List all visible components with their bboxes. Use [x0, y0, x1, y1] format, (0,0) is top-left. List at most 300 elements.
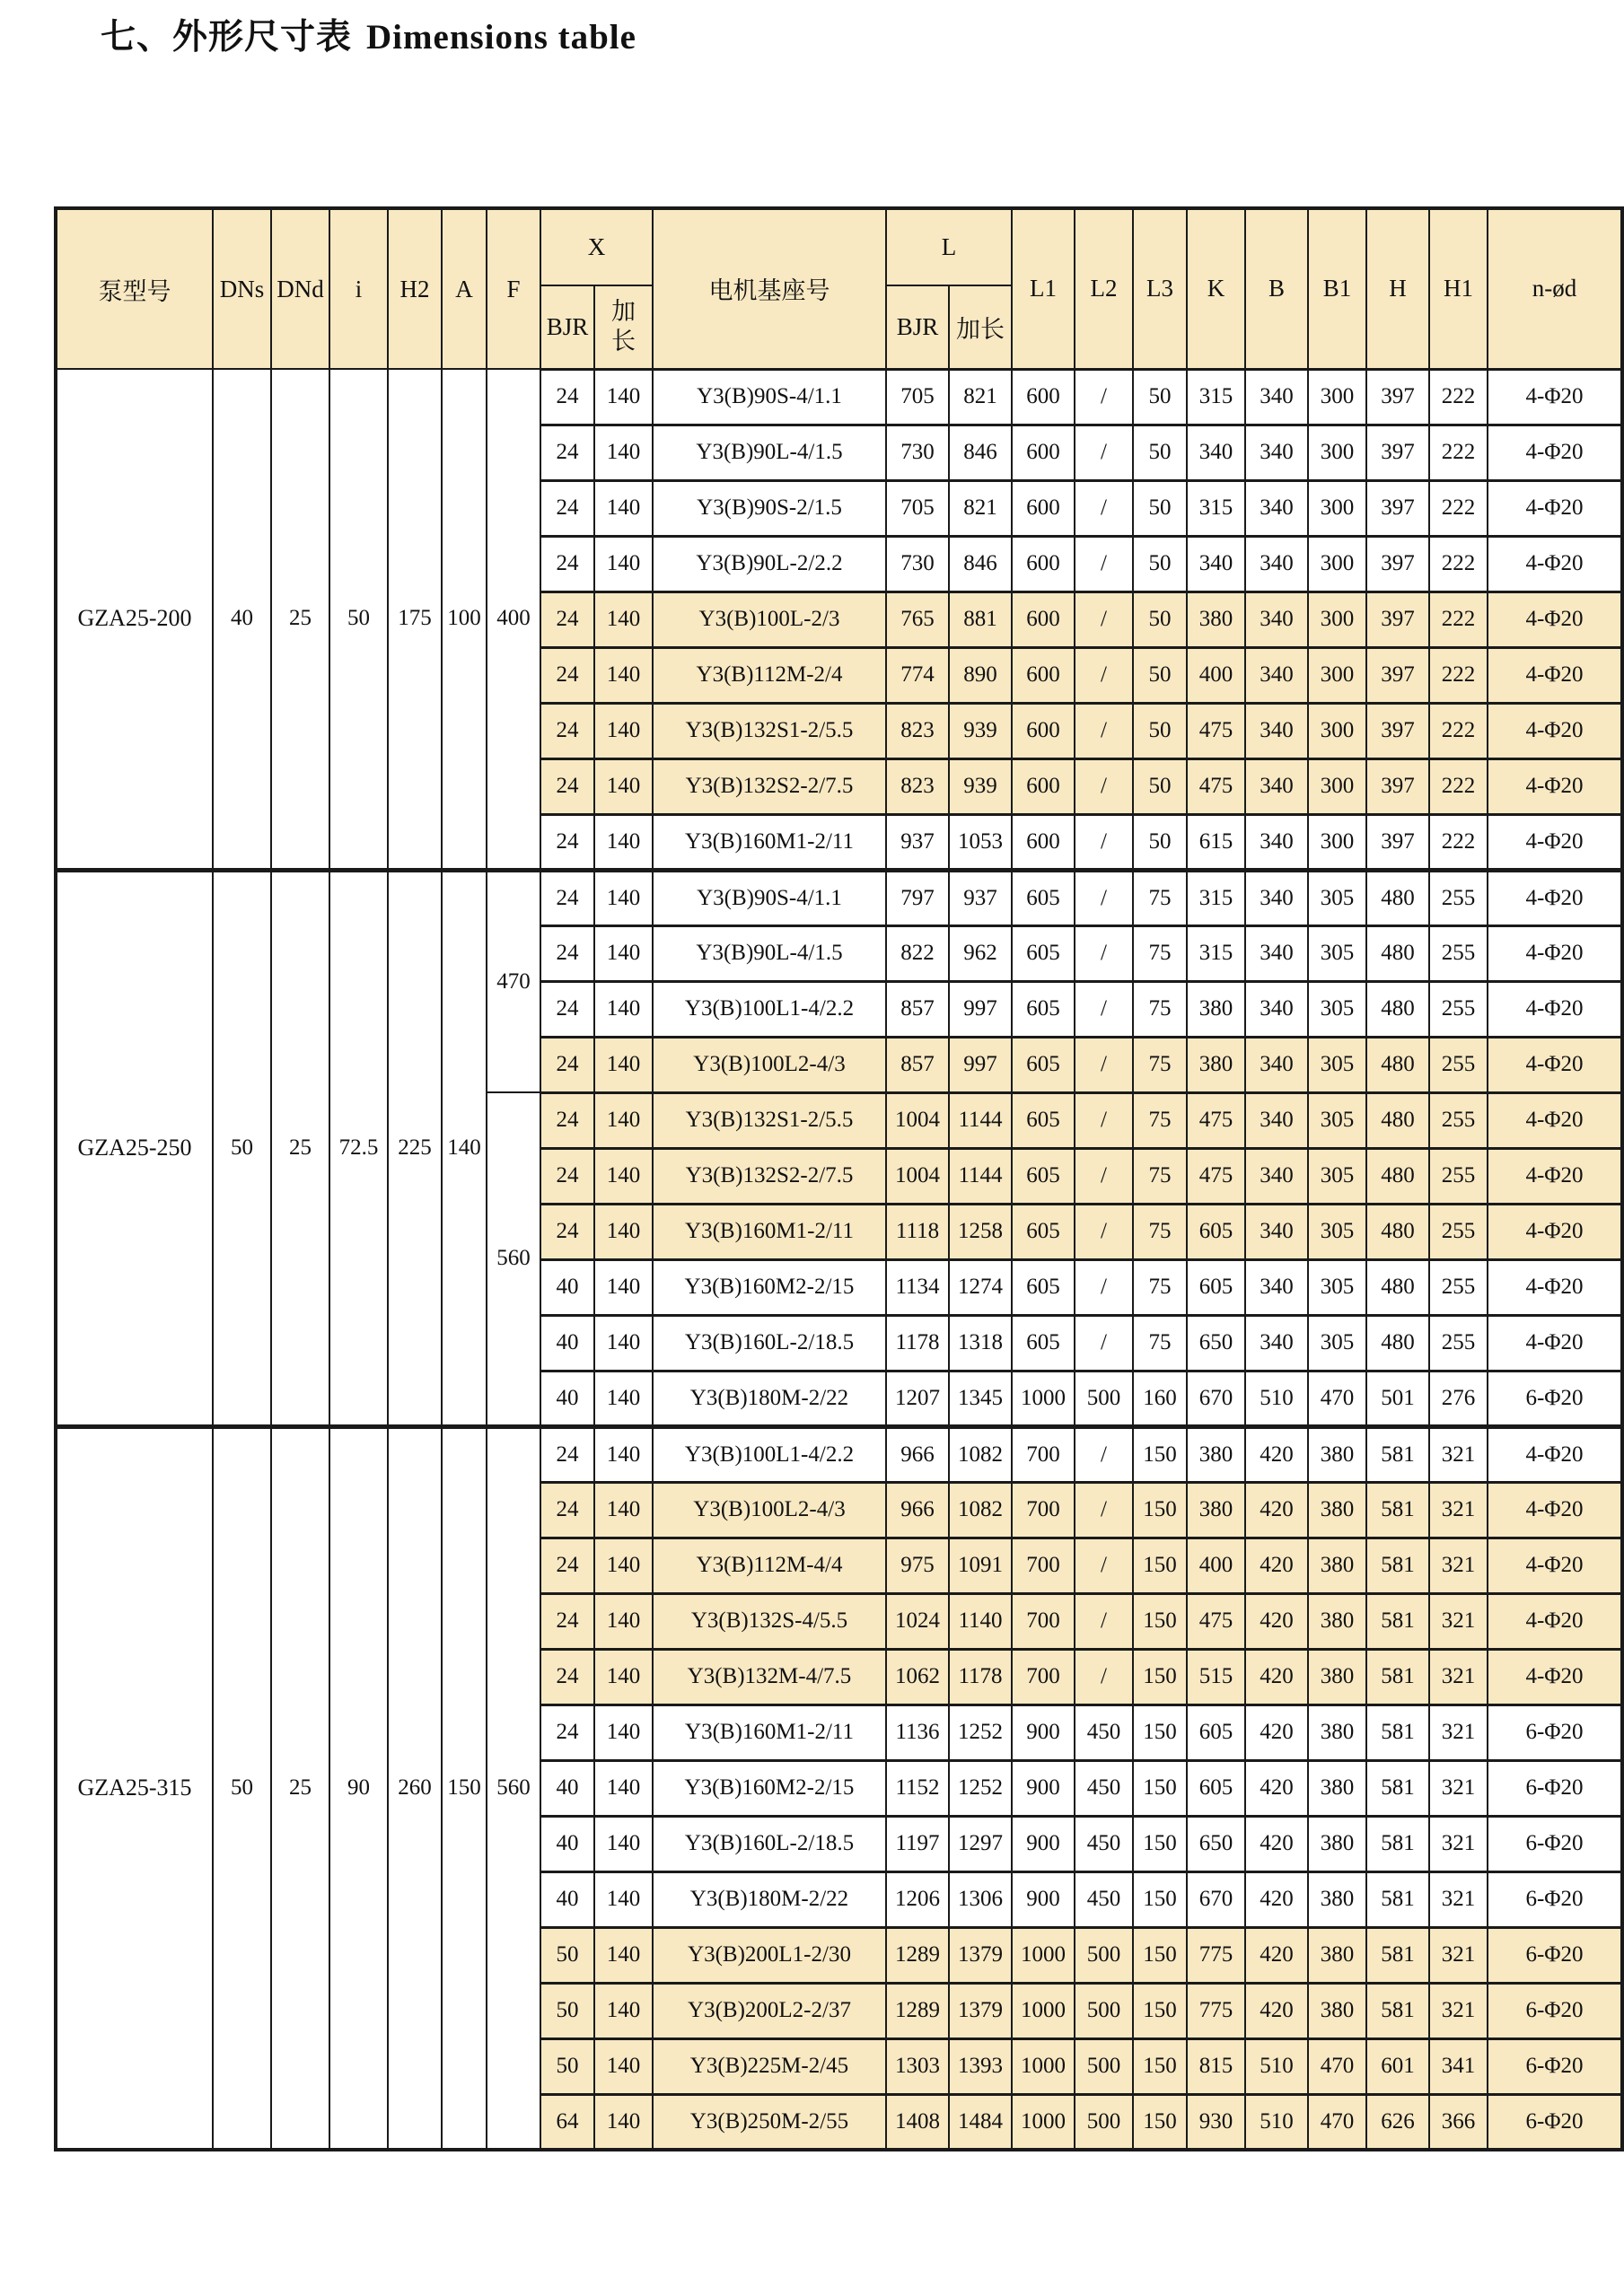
cell-motor-base: Y3(B)132S2-2/7.5 [653, 1148, 886, 1204]
cell-h1: 255 [1429, 1148, 1488, 1204]
cell-f: 400 [487, 369, 540, 870]
cell-x-ext: 140 [594, 1871, 653, 1927]
cell-l3: 150 [1133, 2094, 1187, 2150]
cell-b: 420 [1245, 1760, 1308, 1816]
cell-l3: 75 [1133, 981, 1187, 1037]
table-header [56, 208, 1622, 369]
cell-b: 420 [1245, 1426, 1308, 1482]
header-h2: H2 [388, 208, 442, 369]
cell-x-ext: 140 [594, 1482, 653, 1538]
cell-l1: 1000 [1012, 2094, 1075, 2150]
cell-l-ext: 1082 [949, 1482, 1012, 1538]
cell-h: 581 [1366, 1760, 1429, 1816]
cell-k: 605 [1187, 1204, 1245, 1259]
cell-l-ext: 1252 [949, 1760, 1012, 1816]
cell-l2: 450 [1075, 1871, 1133, 1927]
cell-x-ext: 140 [594, 480, 653, 536]
cell-h: 581 [1366, 1426, 1429, 1482]
cell-l1: 1000 [1012, 1371, 1075, 1426]
cell-l2: / [1075, 1538, 1133, 1593]
cell-b: 420 [1245, 1983, 1308, 2038]
cell-h1: 341 [1429, 2038, 1488, 2094]
header-k: K [1187, 208, 1245, 369]
cell-k: 340 [1187, 425, 1245, 480]
cell-h: 480 [1366, 1148, 1429, 1204]
cell-n-phi-d: 4-Φ20 [1488, 1092, 1622, 1148]
cell-b1: 305 [1308, 1092, 1366, 1148]
cell-l1: 900 [1012, 1704, 1075, 1760]
cell-x-bjr: 24 [540, 925, 594, 981]
cell-l3: 75 [1133, 1315, 1187, 1371]
cell-l-ext: 939 [949, 758, 1012, 814]
cell-motor-base: Y3(B)160L-2/18.5 [653, 1816, 886, 1871]
cell-h1: 321 [1429, 1649, 1488, 1704]
cell-h: 480 [1366, 870, 1429, 925]
cell-x-bjr: 24 [540, 1092, 594, 1148]
cell-k: 650 [1187, 1315, 1245, 1371]
page-title-zh: 七、外形尺寸表 [101, 18, 353, 57]
cell-n-phi-d: 4-Φ20 [1488, 1538, 1622, 1593]
cell-l1: 605 [1012, 1204, 1075, 1259]
cell-l1: 605 [1012, 981, 1075, 1037]
cell-l3: 150 [1133, 1816, 1187, 1871]
table-row [56, 369, 1622, 425]
cell-h: 601 [1366, 2038, 1429, 2094]
cell-n-phi-d: 4-Φ20 [1488, 703, 1622, 758]
cell-x-bjr: 24 [540, 1538, 594, 1593]
cell-b: 340 [1245, 814, 1308, 870]
cell-k: 475 [1187, 1148, 1245, 1204]
cell-x-ext: 140 [594, 1371, 653, 1426]
cell-l-bjr: 1178 [886, 1315, 949, 1371]
cell-l1: 600 [1012, 369, 1075, 425]
cell-x-ext: 140 [594, 592, 653, 647]
cell-k: 380 [1187, 1482, 1245, 1538]
cell-l1: 700 [1012, 1593, 1075, 1649]
cell-l1: 605 [1012, 925, 1075, 981]
cell-l-bjr: 1289 [886, 1927, 949, 1983]
cell-a: 140 [442, 870, 487, 1426]
cell-l-bjr: 705 [886, 480, 949, 536]
cell-x-bjr: 40 [540, 1315, 594, 1371]
cell-n-phi-d: 4-Φ20 [1488, 1482, 1622, 1538]
cell-motor-base: Y3(B)90L-4/1.5 [653, 925, 886, 981]
cell-x-ext: 140 [594, 536, 653, 592]
cell-h2: 260 [388, 1426, 442, 2150]
cell-motor-base: Y3(B)100L2-4/3 [653, 1037, 886, 1092]
cell-x-bjr: 24 [540, 814, 594, 870]
cell-l-bjr: 1207 [886, 1371, 949, 1426]
cell-x-ext: 140 [594, 369, 653, 425]
cell-x-ext: 140 [594, 925, 653, 981]
cell-l-bjr: 730 [886, 425, 949, 480]
cell-l-bjr: 857 [886, 981, 949, 1037]
cell-x-bjr: 24 [540, 1037, 594, 1092]
cell-l1: 605 [1012, 1092, 1075, 1148]
cell-b1: 380 [1308, 1760, 1366, 1816]
cell-l-ext: 1318 [949, 1315, 1012, 1371]
cell-h1: 321 [1429, 1426, 1488, 1482]
cell-h: 397 [1366, 536, 1429, 592]
cell-l2: / [1075, 1092, 1133, 1148]
cell-l3: 150 [1133, 1538, 1187, 1593]
cell-n-phi-d: 4-Φ20 [1488, 1649, 1622, 1704]
cell-l2: 450 [1075, 1816, 1133, 1871]
cell-h: 626 [1366, 2094, 1429, 2150]
cell-l-ext: 1082 [949, 1426, 1012, 1482]
header-b1: B1 [1308, 208, 1366, 369]
cell-b: 340 [1245, 703, 1308, 758]
cell-n-phi-d: 6-Φ20 [1488, 1760, 1622, 1816]
cell-dnd: 25 [271, 369, 329, 870]
cell-l-bjr: 730 [886, 536, 949, 592]
cell-x-bjr: 24 [540, 758, 594, 814]
cell-motor-base: Y3(B)180M-2/22 [653, 1871, 886, 1927]
cell-h1: 222 [1429, 758, 1488, 814]
cell-x-bjr: 24 [540, 1426, 594, 1482]
cell-b: 420 [1245, 1704, 1308, 1760]
cell-motor-base: Y3(B)132S-4/5.5 [653, 1593, 886, 1649]
cell-h: 480 [1366, 981, 1429, 1037]
cell-b1: 380 [1308, 1704, 1366, 1760]
cell-motor-base: Y3(B)180M-2/22 [653, 1371, 886, 1426]
cell-l2: / [1075, 369, 1133, 425]
cell-motor-base: Y3(B)90L-4/1.5 [653, 425, 886, 480]
cell-a: 150 [442, 1426, 487, 2150]
cell-l3: 150 [1133, 1927, 1187, 1983]
cell-l2: / [1075, 1482, 1133, 1538]
cell-b1: 300 [1308, 369, 1366, 425]
header-n-phi-d: n-ød [1488, 208, 1622, 369]
cell-l3: 50 [1133, 647, 1187, 703]
cell-b: 340 [1245, 981, 1308, 1037]
cell-x-ext: 140 [594, 425, 653, 480]
cell-h: 581 [1366, 1871, 1429, 1927]
cell-l-bjr: 975 [886, 1538, 949, 1593]
cell-h: 581 [1366, 1649, 1429, 1704]
cell-b1: 380 [1308, 1871, 1366, 1927]
cell-l3: 150 [1133, 1704, 1187, 1760]
cell-motor-base: Y3(B)132S1-2/5.5 [653, 703, 886, 758]
cell-h1: 255 [1429, 1259, 1488, 1315]
cell-b: 340 [1245, 1315, 1308, 1371]
cell-l-ext: 890 [949, 647, 1012, 703]
cell-l2: / [1075, 870, 1133, 925]
cell-l3: 160 [1133, 1371, 1187, 1426]
cell-l2: / [1075, 758, 1133, 814]
cell-b: 340 [1245, 369, 1308, 425]
cell-l1: 900 [1012, 1816, 1075, 1871]
cell-l1: 700 [1012, 1538, 1075, 1593]
cell-k: 475 [1187, 1593, 1245, 1649]
cell-l1: 700 [1012, 1649, 1075, 1704]
cell-motor-base: Y3(B)160M2-2/15 [653, 1760, 886, 1816]
cell-l3: 150 [1133, 1649, 1187, 1704]
cell-h1: 222 [1429, 703, 1488, 758]
cell-x-ext: 140 [594, 1927, 653, 1983]
cell-l2: / [1075, 480, 1133, 536]
cell-l-bjr: 822 [886, 925, 949, 981]
cell-l-ext: 1345 [949, 1371, 1012, 1426]
cell-l-bjr: 966 [886, 1482, 949, 1538]
cell-l1: 700 [1012, 1482, 1075, 1538]
cell-x-bjr: 50 [540, 1983, 594, 2038]
cell-l3: 75 [1133, 1204, 1187, 1259]
cell-x-ext: 140 [594, 981, 653, 1037]
cell-k: 650 [1187, 1816, 1245, 1871]
cell-l3: 150 [1133, 1871, 1187, 1927]
cell-l-ext: 1306 [949, 1871, 1012, 1927]
cell-dns: 50 [213, 1426, 271, 2150]
cell-motor-base: Y3(B)160L-2/18.5 [653, 1315, 886, 1371]
cell-f: 560 [487, 1092, 540, 1426]
cell-l-ext: 1379 [949, 1983, 1012, 2038]
cell-h: 480 [1366, 1259, 1429, 1315]
cell-l-bjr: 774 [886, 647, 949, 703]
cell-k: 340 [1187, 536, 1245, 592]
cell-h1: 222 [1429, 480, 1488, 536]
cell-b1: 380 [1308, 1983, 1366, 2038]
cell-k: 605 [1187, 1704, 1245, 1760]
table-row [56, 870, 1622, 925]
cell-b1: 380 [1308, 1816, 1366, 1871]
cell-l2: / [1075, 536, 1133, 592]
cell-l-ext: 1178 [949, 1649, 1012, 1704]
cell-h: 480 [1366, 1092, 1429, 1148]
cell-k: 380 [1187, 1037, 1245, 1092]
cell-x-bjr: 40 [540, 1371, 594, 1426]
cell-x-ext: 140 [594, 814, 653, 870]
header-pump-model: 泵型号 [56, 208, 213, 369]
header-x-ext-label: 加长 [610, 297, 636, 355]
cell-l3: 75 [1133, 870, 1187, 925]
cell-l2: / [1075, 425, 1133, 480]
cell-h: 397 [1366, 369, 1429, 425]
cell-l3: 75 [1133, 1092, 1187, 1148]
cell-n-phi-d: 4-Φ20 [1488, 536, 1622, 592]
cell-b: 340 [1245, 1092, 1308, 1148]
cell-h: 397 [1366, 814, 1429, 870]
cell-l2: / [1075, 814, 1133, 870]
cell-h: 581 [1366, 1927, 1429, 1983]
cell-l-ext: 1379 [949, 1927, 1012, 1983]
cell-x-bjr: 24 [540, 1649, 594, 1704]
cell-h1: 321 [1429, 1704, 1488, 1760]
cell-motor-base: Y3(B)250M-2/55 [653, 2094, 886, 2150]
cell-n-phi-d: 4-Φ20 [1488, 592, 1622, 647]
cell-k: 400 [1187, 647, 1245, 703]
cell-l1: 900 [1012, 1760, 1075, 1816]
cell-h1: 321 [1429, 1760, 1488, 1816]
cell-l-bjr: 1408 [886, 2094, 949, 2150]
cell-motor-base: Y3(B)90S-2/1.5 [653, 480, 886, 536]
header-b: B [1245, 208, 1308, 369]
cell-l-bjr: 765 [886, 592, 949, 647]
cell-b1: 380 [1308, 1927, 1366, 1983]
header-l-bjr: BJR [886, 285, 949, 369]
cell-h: 581 [1366, 1482, 1429, 1538]
cell-h1: 222 [1429, 592, 1488, 647]
cell-l-ext: 846 [949, 425, 1012, 480]
cell-l-bjr: 705 [886, 369, 949, 425]
cell-n-phi-d: 4-Φ20 [1488, 480, 1622, 536]
cell-h1: 366 [1429, 2094, 1488, 2150]
cell-l1: 600 [1012, 425, 1075, 480]
header-x-bjr: BJR [540, 285, 594, 369]
cell-b1: 300 [1308, 480, 1366, 536]
cell-b1: 470 [1308, 1371, 1366, 1426]
table-row [56, 1426, 1622, 1482]
cell-b1: 305 [1308, 870, 1366, 925]
cell-l3: 150 [1133, 2038, 1187, 2094]
cell-n-phi-d: 6-Φ20 [1488, 2094, 1622, 2150]
cell-l-ext: 1140 [949, 1593, 1012, 1649]
cell-l2: / [1075, 981, 1133, 1037]
cell-x-bjr: 50 [540, 2038, 594, 2094]
cell-x-bjr: 24 [540, 425, 594, 480]
cell-n-phi-d: 4-Φ20 [1488, 1315, 1622, 1371]
cell-h: 397 [1366, 647, 1429, 703]
cell-x-bjr: 40 [540, 1816, 594, 1871]
cell-x-ext: 140 [594, 647, 653, 703]
cell-n-phi-d: 6-Φ20 [1488, 1871, 1622, 1927]
cell-n-phi-d: 4-Φ20 [1488, 1204, 1622, 1259]
cell-l3: 75 [1133, 1037, 1187, 1092]
cell-h2: 175 [388, 369, 442, 870]
cell-b1: 300 [1308, 814, 1366, 870]
cell-b1: 305 [1308, 1037, 1366, 1092]
cell-l2: / [1075, 1037, 1133, 1092]
cell-b: 340 [1245, 1037, 1308, 1092]
cell-b1: 300 [1308, 425, 1366, 480]
cell-b: 340 [1245, 425, 1308, 480]
cell-l-bjr: 823 [886, 703, 949, 758]
cell-l-bjr: 1206 [886, 1871, 949, 1927]
cell-motor-base: Y3(B)90S-4/1.1 [653, 369, 886, 425]
cell-n-phi-d: 6-Φ20 [1488, 2038, 1622, 2094]
cell-b1: 380 [1308, 1482, 1366, 1538]
cell-x-ext: 140 [594, 2038, 653, 2094]
cell-l-ext: 1053 [949, 814, 1012, 870]
cell-x-bjr: 24 [540, 1593, 594, 1649]
cell-l-ext: 997 [949, 981, 1012, 1037]
cell-x-ext: 140 [594, 2094, 653, 2150]
header-l3: L3 [1133, 208, 1187, 369]
cell-b1: 300 [1308, 536, 1366, 592]
cell-x-bjr: 24 [540, 480, 594, 536]
cell-l2: 450 [1075, 1704, 1133, 1760]
cell-x-bjr: 24 [540, 1704, 594, 1760]
header-dnd: DNd [271, 208, 329, 369]
cell-x-bjr: 24 [540, 647, 594, 703]
cell-b1: 300 [1308, 647, 1366, 703]
cell-n-phi-d: 4-Φ20 [1488, 647, 1622, 703]
cell-x-ext: 140 [594, 1983, 653, 2038]
cell-b: 420 [1245, 1538, 1308, 1593]
cell-l-ext: 1144 [949, 1148, 1012, 1204]
header-l-ext: 加长 [949, 285, 1012, 369]
cell-l3: 50 [1133, 536, 1187, 592]
cell-b: 340 [1245, 536, 1308, 592]
cell-motor-base: Y3(B)160M1-2/11 [653, 1204, 886, 1259]
cell-b: 420 [1245, 1816, 1308, 1871]
cell-motor-base: Y3(B)90S-4/1.1 [653, 870, 886, 925]
cell-l1: 1000 [1012, 1927, 1075, 1983]
cell-l-bjr: 1062 [886, 1649, 949, 1704]
cell-b: 340 [1245, 1259, 1308, 1315]
cell-h1: 321 [1429, 1816, 1488, 1871]
cell-b1: 380 [1308, 1538, 1366, 1593]
cell-l2: / [1075, 703, 1133, 758]
cell-n-phi-d: 4-Φ20 [1488, 870, 1622, 925]
cell-b1: 305 [1308, 1204, 1366, 1259]
cell-n-phi-d: 4-Φ20 [1488, 1037, 1622, 1092]
cell-k: 400 [1187, 1538, 1245, 1593]
cell-k: 315 [1187, 870, 1245, 925]
cell-l-bjr: 797 [886, 870, 949, 925]
cell-l-ext: 1258 [949, 1204, 1012, 1259]
cell-l3: 75 [1133, 1148, 1187, 1204]
cell-motor-base: Y3(B)160M2-2/15 [653, 1259, 886, 1315]
cell-motor-base: Y3(B)200L2-2/37 [653, 1983, 886, 2038]
cell-l-bjr: 1152 [886, 1760, 949, 1816]
cell-b: 340 [1245, 480, 1308, 536]
cell-l1: 600 [1012, 592, 1075, 647]
cell-b: 510 [1245, 1371, 1308, 1426]
cell-l2: / [1075, 1315, 1133, 1371]
cell-k: 670 [1187, 1371, 1245, 1426]
cell-l2: / [1075, 1593, 1133, 1649]
cell-x-ext: 140 [594, 1092, 653, 1148]
header-dns: DNs [213, 208, 271, 369]
cell-b1: 380 [1308, 1593, 1366, 1649]
cell-b: 340 [1245, 592, 1308, 647]
cell-l1: 600 [1012, 703, 1075, 758]
cell-h: 581 [1366, 1704, 1429, 1760]
cell-l1: 1000 [1012, 1983, 1075, 2038]
cell-l3: 50 [1133, 814, 1187, 870]
cell-k: 775 [1187, 1927, 1245, 1983]
cell-h: 397 [1366, 480, 1429, 536]
cell-f: 560 [487, 1426, 540, 2150]
cell-x-ext: 140 [594, 1148, 653, 1204]
cell-l-ext: 881 [949, 592, 1012, 647]
cell-k: 605 [1187, 1259, 1245, 1315]
cell-l3: 50 [1133, 592, 1187, 647]
cell-n-phi-d: 4-Φ20 [1488, 925, 1622, 981]
header-h1: H1 [1429, 208, 1488, 369]
cell-l-bjr: 966 [886, 1426, 949, 1482]
cell-l-ext: 1274 [949, 1259, 1012, 1315]
cell-b: 340 [1245, 925, 1308, 981]
cell-l1: 600 [1012, 480, 1075, 536]
cell-l-ext: 846 [949, 536, 1012, 592]
cell-l2: / [1075, 1204, 1133, 1259]
cell-n-phi-d: 4-Φ20 [1488, 814, 1622, 870]
cell-h1: 255 [1429, 1204, 1488, 1259]
cell-k: 615 [1187, 814, 1245, 870]
cell-l-bjr: 1134 [886, 1259, 949, 1315]
cell-k: 380 [1187, 592, 1245, 647]
cell-l3: 50 [1133, 758, 1187, 814]
cell-l-ext: 1393 [949, 2038, 1012, 2094]
cell-b: 420 [1245, 1927, 1308, 1983]
cell-motor-base: Y3(B)225M-2/45 [653, 2038, 886, 2094]
cell-h: 397 [1366, 703, 1429, 758]
cell-l-ext: 1091 [949, 1538, 1012, 1593]
cell-l2: 500 [1075, 2038, 1133, 2094]
cell-n-phi-d: 4-Φ20 [1488, 425, 1622, 480]
